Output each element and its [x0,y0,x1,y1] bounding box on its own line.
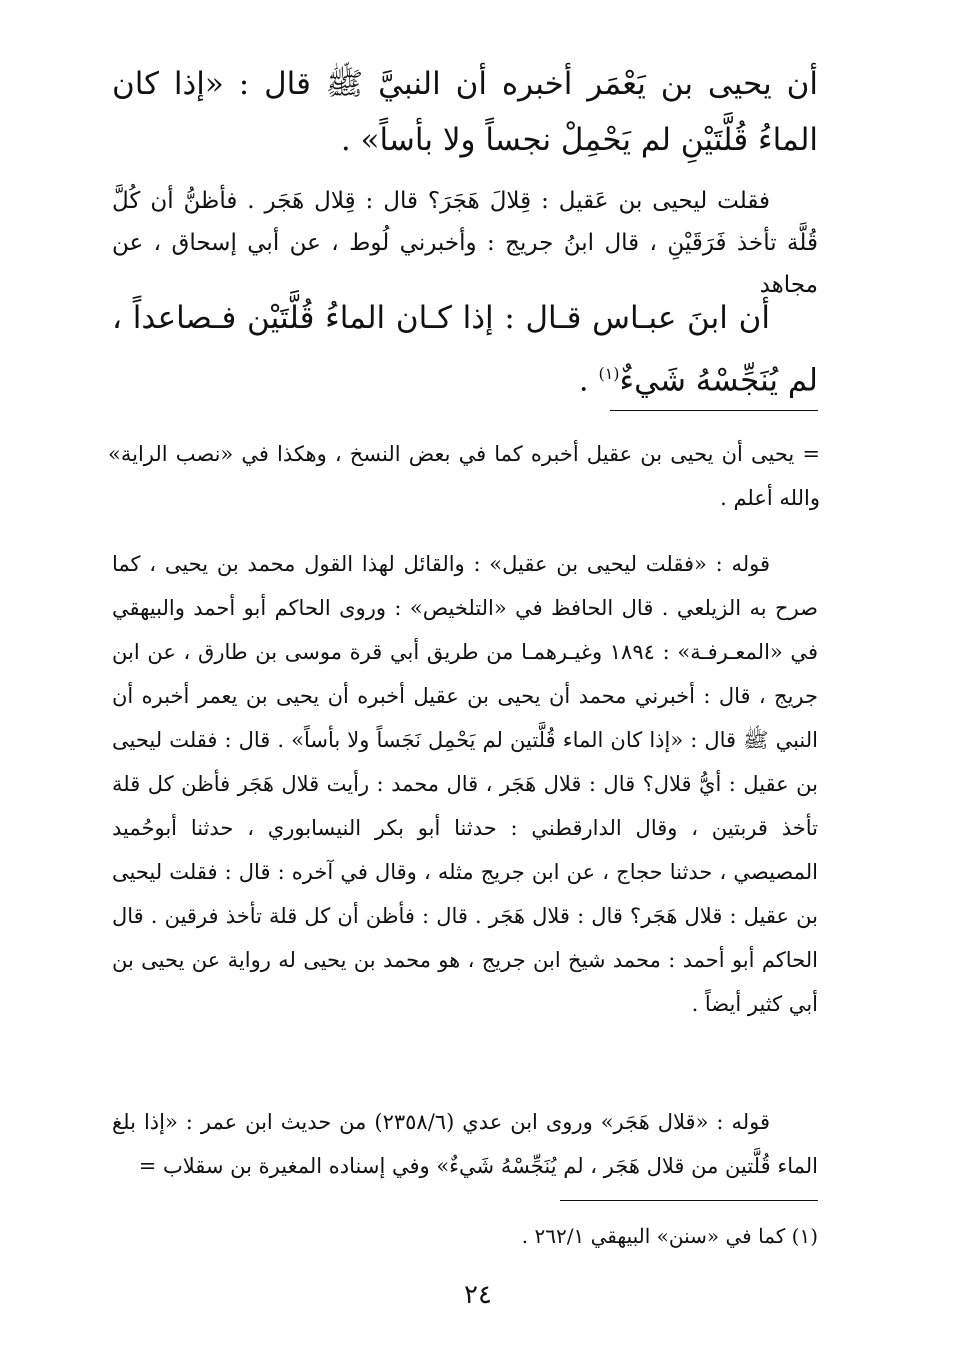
footnote-1: (١) كما في «سنن» البيهقي ٢٦٢/١ . [521,1224,818,1248]
main-paragraph-3-text: أن ابنَ عبـاس قـال : إذا كـان الماءُ قُلَّتَيْن فـصاعداً ، لم يُنَجِّسْهُ شَيءٌ [112,300,818,399]
main-paragraph-3-end: . [578,362,599,399]
main-paragraph-1: أن يحيى بن يَعْمَر أخبره أن النبيَّ ﷺ قال : «إذا كان الماءُ قُلَّتَيْنِ لم يَحْمِلْ نجساً ولا بأساً» . [112,66,818,158]
commentary-continuation: = يحيى أن يحيى بن عقيل أخبره كما في بعض النسخ ، وهكذا في «نصب الراية» والله أعلم . [108,442,820,510]
commentary-paragraph-2: قوله : «قلال هَجَر» وروى ابن عدي (٢٣٥٨/٦) من حديث ابن عمر : «إذا بلغ الماء قُلَّتين من قلال هَجَر ، لم يُنَجِّسْهُ شَيءٌ» وفي إسناده المغيرة بن سقلاب = [112,1110,818,1178]
main-paragraph-3 [112,290,818,408]
page-number: ٢٤ [464,1280,492,1310]
footnote-ref-1: (١) [598,364,620,383]
commentary-paragraph-1: قوله : «فقلت ليحيى بن عقيل» : والقائل لهذا القول محمد بن يحيى ، كما صرح به الزيلعي . قال الحافظ في «التلخيص» : وروى الحاكم أبو أحمد والبيهقي في «المعـرفـة» : ١٨٩٤ وغيـرهمـا من طريق أبي قرة موسى بن طارق ، عن ابن جريج ، قال : أخبرني محمد أن يحيى بن عقيل أخبره أن يحيى بن يعمر أخبره أن النبي ﷺ قال : «إذا كان الماء قُلَّتين لم يَحْمِل نَجَساً ولا بأساً» . قال : فقلت ليحيى بن عقيل : أيُّ قلال؟ قال : قلال هَجَر ، قال محمد : رأيت قلال هَجَر فأظن كل قلة تأخذ قربتين ، وقال الدارقطني : حدثنا أبو بكر النيسابوري ، حدثنا أبوحُميد المصيصي ، حدثنا حجاج ، عن ابن جريج مثله ، وقال في آخره : قال : فقلت ليحيى بن عقيل : قلال هَجَر؟ قال : قلال هَجَر . قال : فأظن أن كل قلة تأخذ فرقين . قال الحاكم أبو أحمد : محمد شيخ ابن جريج ، هو محمد بن يحيى له رواية عن يحيى بن أبي كثير أيضاً . [112,552,818,1016]
main-paragraph-2: فقلت ليحيى بن عَقيل : قِلالَ هَجَرَ؟ قال : قِلال هَجَر . فأظنُّ أن كُلَّ قُلَّة تأخذ فَرَقَيْنِ ، قال ابنُ جريج : وأخبرني لُوط ، عن أبي إسحاق ، عن مجاهد [112,188,818,298]
separator-line [610,410,818,411]
footnote-separator [560,1200,818,1201]
